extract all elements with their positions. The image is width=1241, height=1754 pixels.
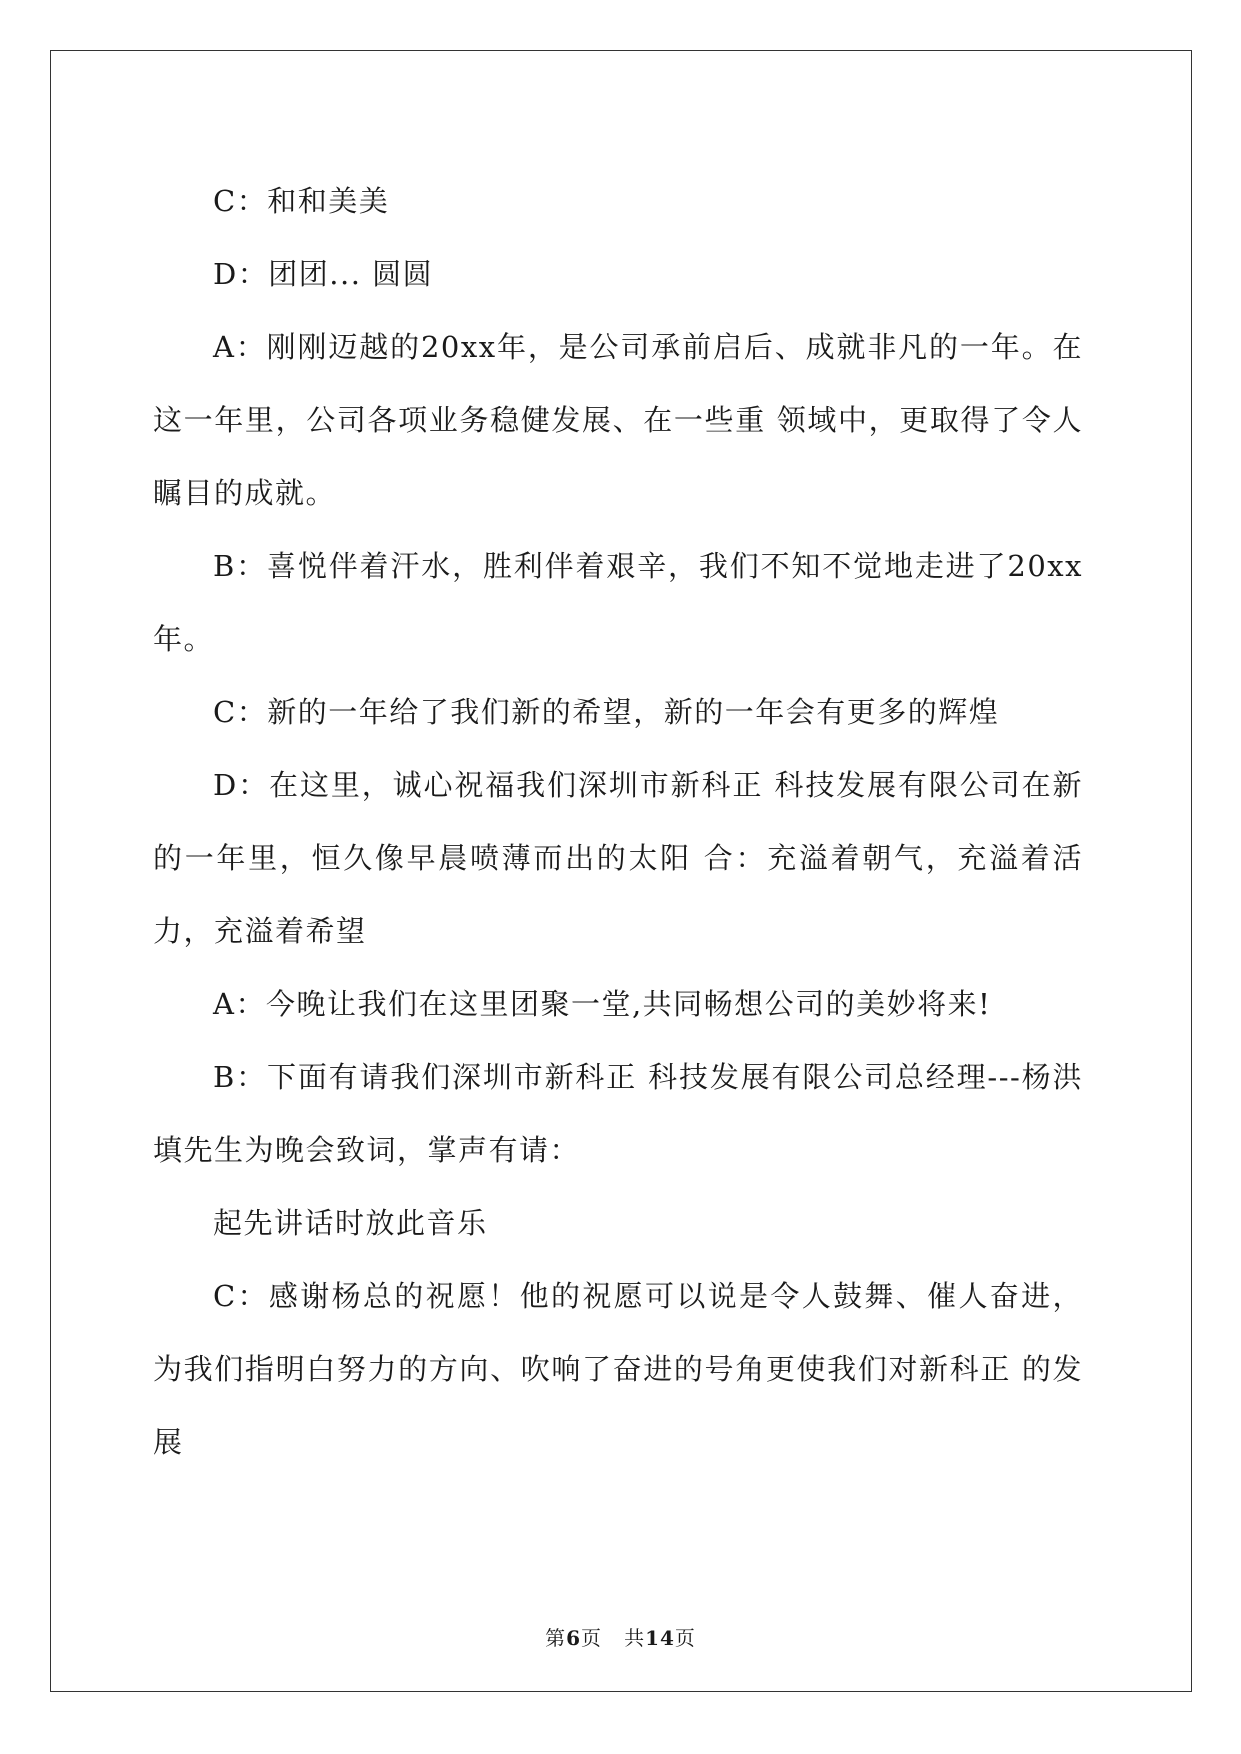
page-prefix: 第	[545, 1626, 567, 1650]
paragraph: C：新的一年给了我们新的希望，新的一年会有更多的辉煌	[213, 695, 1000, 729]
document-body	[153, 165, 1083, 1479]
current-page-number: 6	[566, 1626, 581, 1650]
total-suffix: 页	[674, 1626, 696, 1650]
paragraph: B：喜悦伴着汗水，胜利伴着艰辛，我们不知不觉地走进了20xx年。	[153, 549, 1083, 656]
paragraph: D：团团... 圆圆	[213, 257, 434, 291]
page-suffix: 页	[581, 1626, 602, 1650]
paragraph: D：在这里，诚心祝福我们深圳市新科正 科技发展有限公司在新的一年里，恒久像早晨喷薄而出的太阳 合：充溢着朝气，充溢着活力，充溢着希望	[153, 768, 1083, 948]
paragraph: C：和和美美	[213, 184, 390, 218]
paragraph: A：今晚让我们在这里团聚一堂,共同畅想公司的美妙将来!	[213, 987, 992, 1021]
paragraph: C：感谢杨总的祝愿！他的祝愿可以说是令人鼓舞、催人奋进，为我们指明白努力的方向、吹响了奋进的号角更使我们对新科正 的发展	[153, 1279, 1083, 1459]
total-prefix: 共	[624, 1626, 646, 1650]
paragraph: B：下面有请我们深圳市新科正 科技发展有限公司总经理---杨洪填先生为晚会致词，掌声有请：	[153, 1060, 1083, 1167]
total-pages-number: 14	[645, 1626, 675, 1650]
page-footer	[0, 1622, 1241, 1651]
stage-direction: 起先讲话时放此音乐	[213, 1206, 488, 1240]
paragraph: A：刚刚迈越的20xx年，是公司承前启后、成就非凡的一年。在这一年里，公司各项业务稳健发展、在一些重 领域中，更取得了令人瞩目的成就。	[153, 330, 1083, 510]
